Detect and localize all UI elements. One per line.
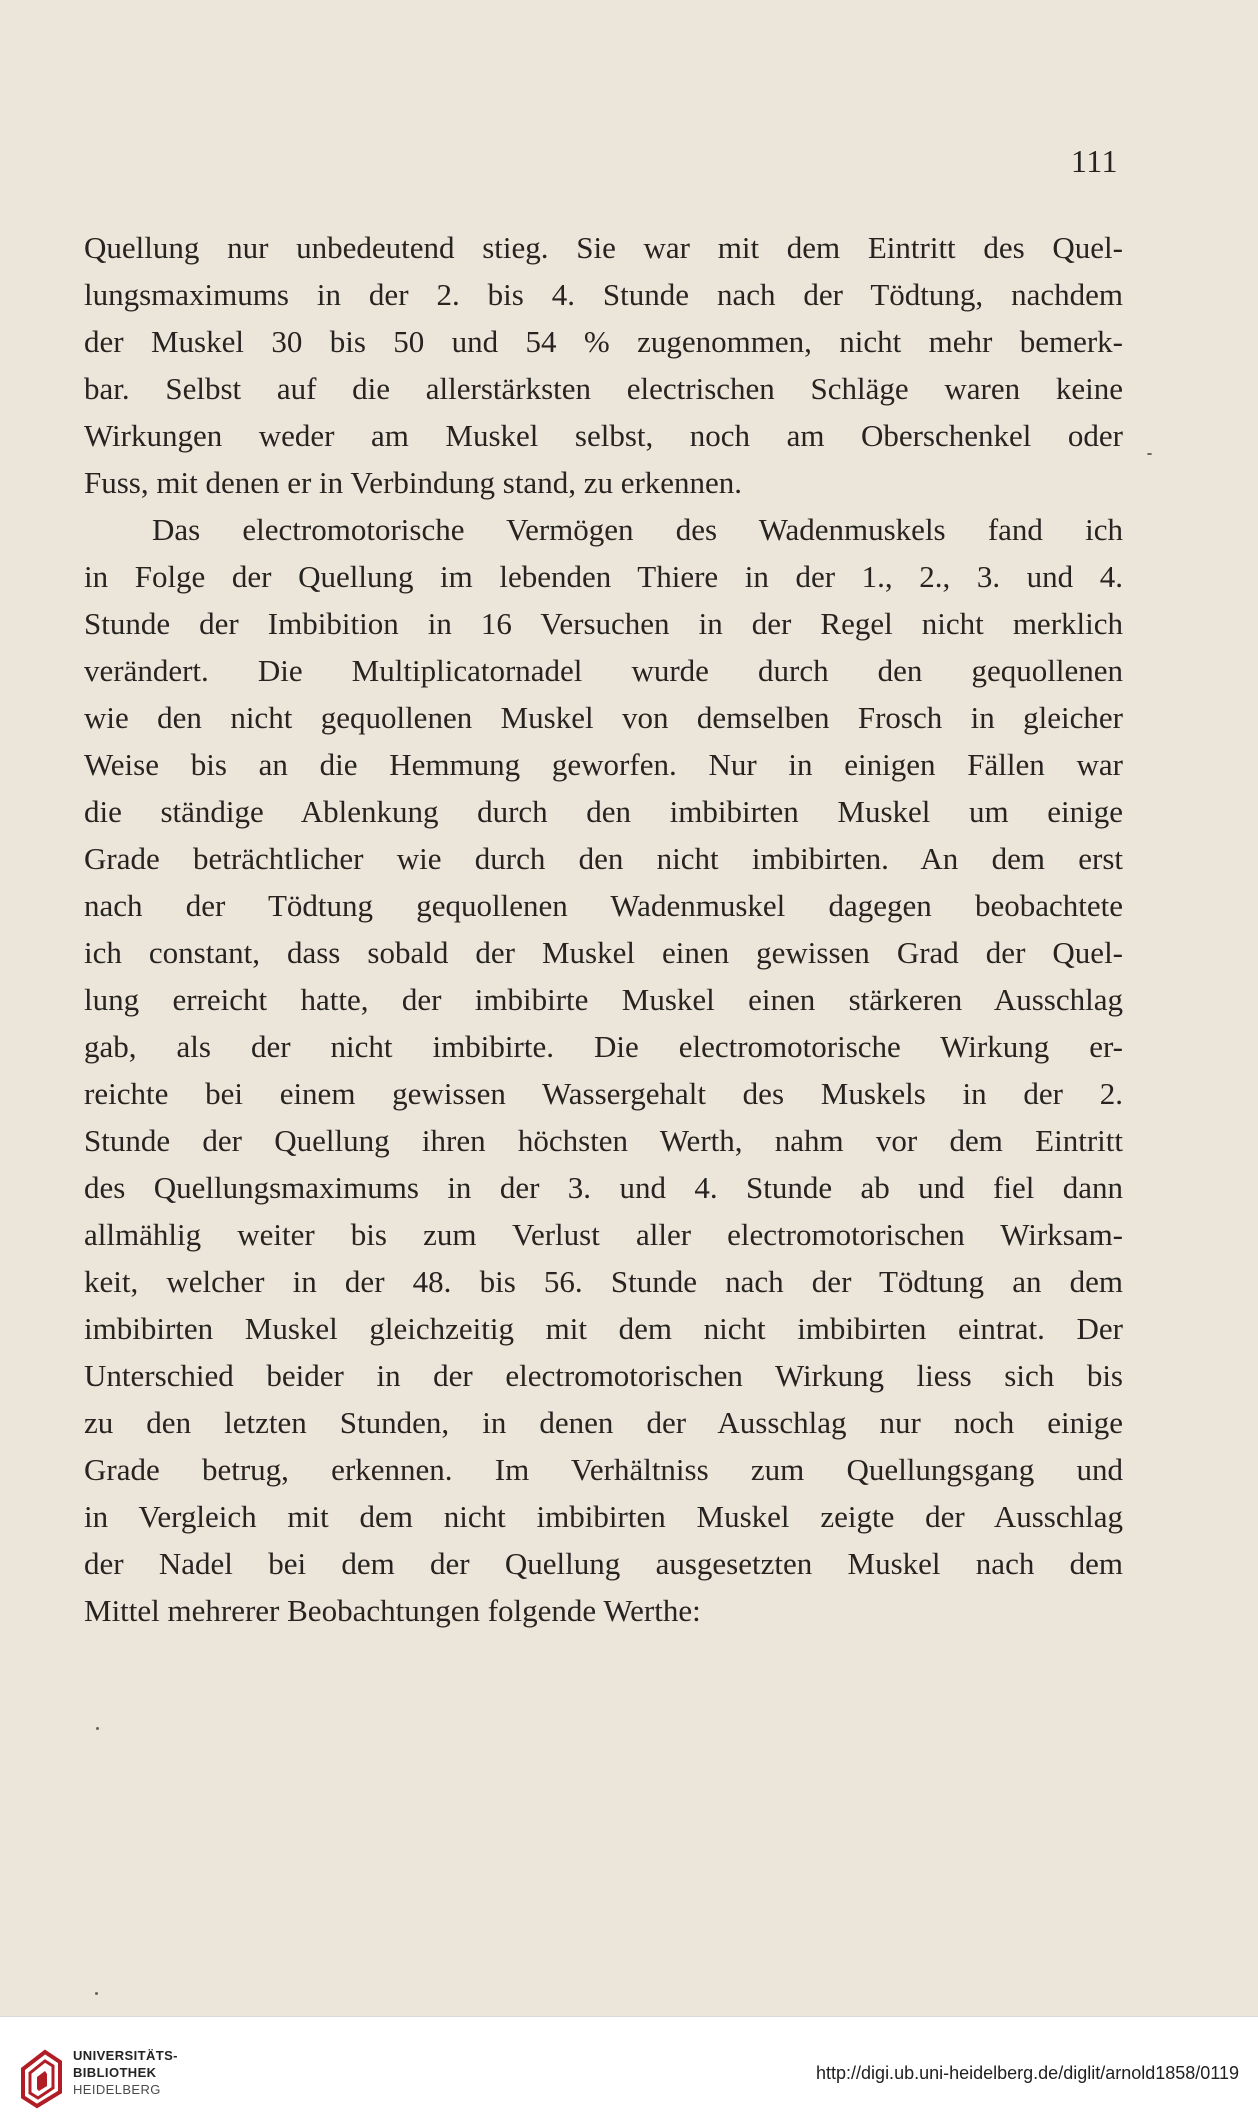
text-line: nach der Tödtung gequollenen Wadenmuskel dagegen beobachtete (84, 888, 1123, 923)
library-name-line: UNIVERSITÄTS- (73, 2048, 178, 2063)
text-line: ich constant, dass sobald der Muskel einen gewissen Grad der Quel- (84, 935, 1123, 970)
text-line: Quellung nur unbedeutend stieg. Sie war mit dem Eintritt des Quel- (84, 230, 1123, 265)
source-url[interactable]: http://digi.ub.uni-heidelberg.de/diglit/arnold1858/0119 (816, 2063, 1239, 2083)
text-line: imbibirten Muskel gleichzeitig mit dem nicht imbibirten eintrat. Der (84, 1311, 1123, 1346)
text-line: lungsmaximums in der 2. bis 4. Stunde nach der Tödtung, nachdem (84, 277, 1123, 312)
text-line: in Folge der Quellung im lebenden Thiere in der 1., 2., 3. und 4. (84, 559, 1123, 594)
text-line: gab, als der nicht imbibirte. Die electromotorische Wirkung er- (84, 1029, 1123, 1064)
text-line: Grade beträchtlicher wie durch den nicht imbibirten. An dem erst (84, 841, 1123, 876)
text-line: Mittel mehrerer Beobachtungen folgende Werthe: (84, 1593, 701, 1628)
text-line: Unterschied beider in der electromotorischen Wirkung liess sich bis (84, 1358, 1123, 1393)
speck-mark (96, 1727, 99, 1730)
text-line: wie den nicht gequollenen Muskel von demselben Frosch in gleicher (84, 700, 1123, 735)
library-name (73, 2047, 178, 2098)
library-name-line: HEIDELBERG (73, 2082, 161, 2097)
university-library-logo-icon (15, 2044, 67, 2114)
text-line: Stunde der Imbibition in 16 Versuchen in der Regel nicht merklich (84, 606, 1123, 641)
text-line: bar. Selbst auf die allerstärksten electrischen Schläge waren keine (84, 371, 1123, 406)
text-line: keit, welcher in der 48. bis 56. Stunde nach der Tödtung an dem (84, 1264, 1123, 1299)
body-text (84, 224, 1123, 1634)
text-line: allmählig weiter bis zum Verlust aller electromotorischen Wirksam- (84, 1217, 1123, 1252)
digitization-footer (0, 2016, 1258, 2127)
page-number: 111 (1070, 143, 1118, 179)
text-line: Stunde der Quellung ihren höchsten Werth, nahm vor dem Eintritt (84, 1123, 1123, 1158)
text-line: in Vergleich mit dem nicht imbibirten Muskel zeigte der Ausschlag (84, 1499, 1123, 1534)
text-line: lung erreicht hatte, der imbibirte Muskel einen stärkeren Ausschlag (84, 982, 1123, 1017)
text-line: reichte bei einem gewissen Wassergehalt des Muskels in der 2. (84, 1076, 1123, 1111)
text-line: Fuss, mit denen er in Verbindung stand, zu erkennen. (84, 465, 743, 500)
text-line: Wirkungen weder am Muskel selbst, noch am Oberschenkel oder (84, 418, 1123, 453)
text-line: die ständige Ablenkung durch den imbibirten Muskel um einige (84, 794, 1123, 829)
text-line: Das electromotorische Vermögen des Wadenmuskels fand ich (152, 512, 1123, 547)
text-line: zu den letzten Stunden, in denen der Ausschlag nur noch einige (84, 1405, 1123, 1440)
text-line: der Muskel 30 bis 50 und 54 % zugenommen, nicht mehr bemerk- (84, 324, 1123, 359)
text-line: der Nadel bei dem der Quellung ausgesetzten Muskel nach dem (84, 1546, 1123, 1581)
text-line: verändert. Die Multiplicatornadel wurde durch den gequollenen (84, 653, 1123, 688)
library-name-line: BIBLIOTHEK (73, 2065, 157, 2080)
text-line: Weise bis an die Hemmung geworfen. Nur in einigen Fällen war (84, 747, 1123, 782)
text-line: Grade betrug, erkennen. Im Verhältniss zum Quellungsgang und (84, 1452, 1123, 1487)
speck-mark (1147, 453, 1152, 455)
text-line: des Quellungsmaximums in der 3. und 4. Stunde ab und fiel dann (84, 1170, 1123, 1205)
speck-mark (95, 1992, 98, 1995)
